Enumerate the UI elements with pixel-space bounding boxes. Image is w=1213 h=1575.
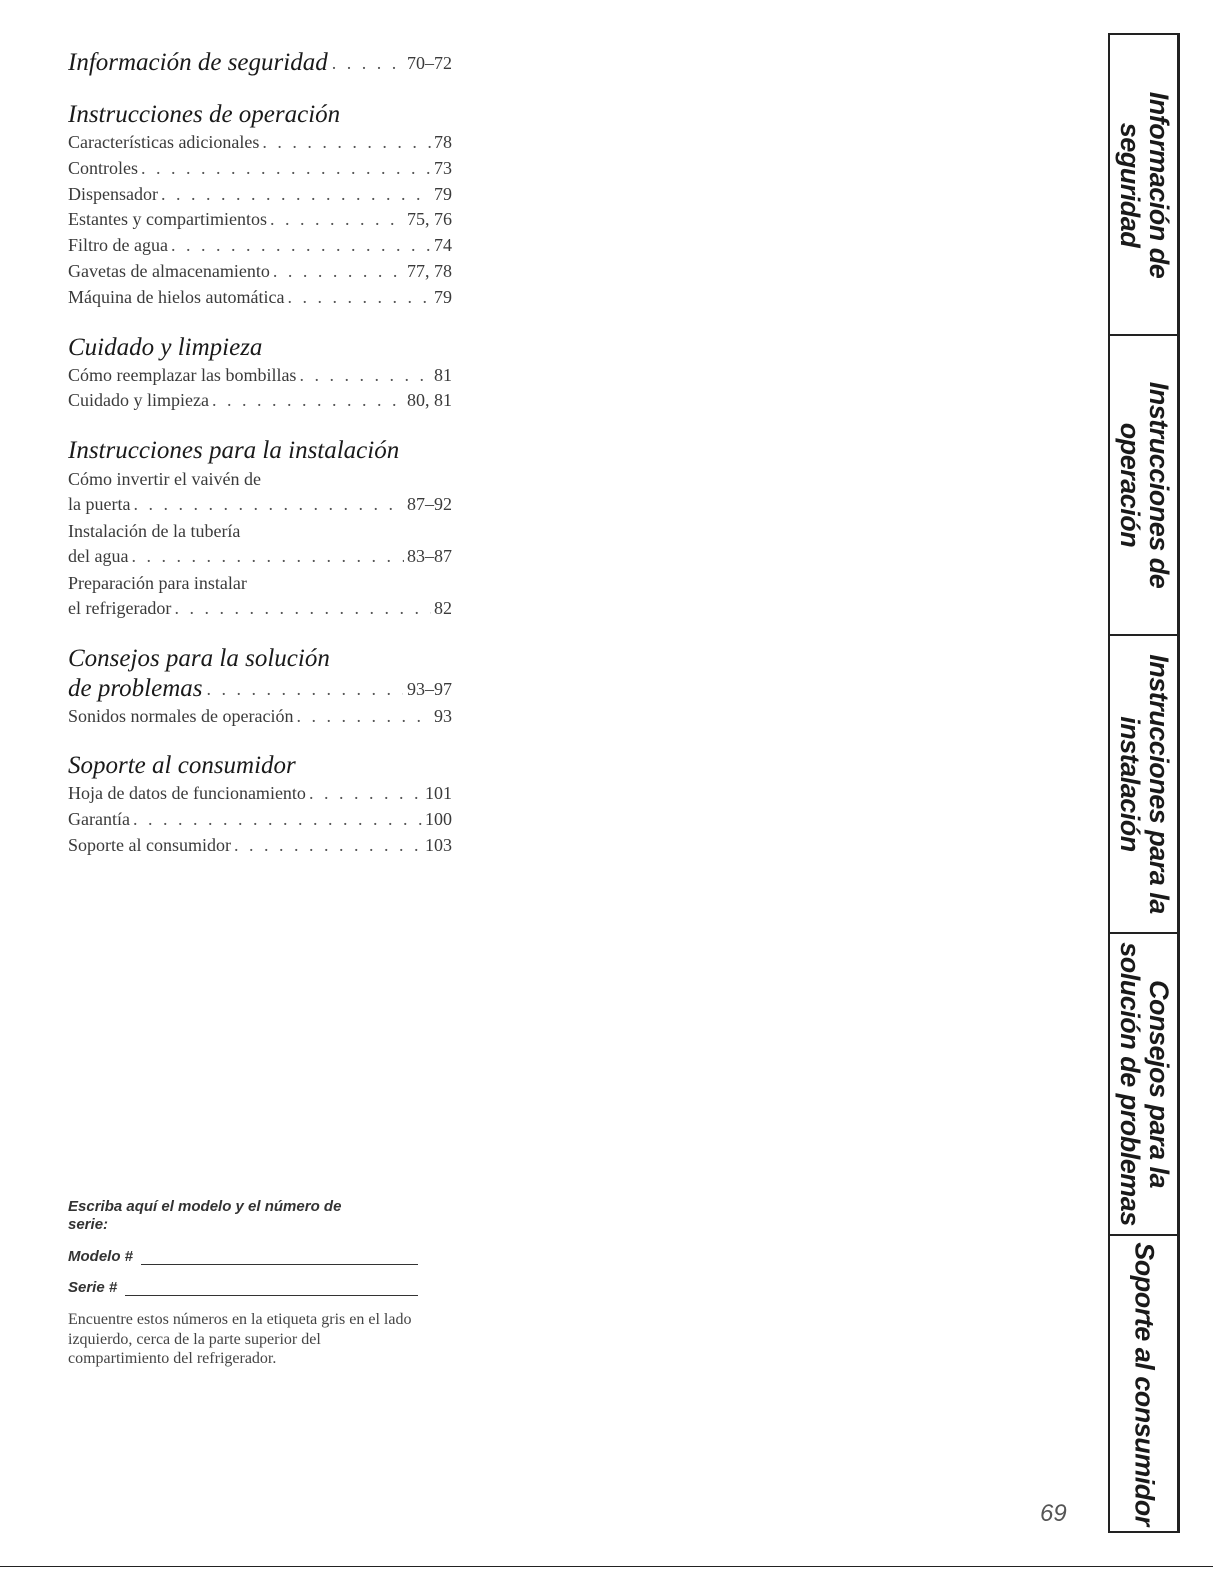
leader-dots — [206, 674, 403, 704]
toc-entry[interactable]: Cómo reemplazar las bombillas . . . 81 — [68, 363, 452, 389]
toc-entry[interactable]: Controles . . . 73 — [68, 156, 452, 182]
tab-installation[interactable]: Instrucciones para la instalación — [1108, 634, 1180, 932]
section-troubleshooting — [68, 644, 452, 730]
toc-entry[interactable]: Estantes y compartimientos . . . 75, 76 — [68, 207, 452, 233]
toc-entry[interactable]: Máquina de hielos automática . . . 79 — [68, 285, 452, 311]
tab-consumer-support[interactable]: Soporte al consumidor — [1108, 1234, 1180, 1533]
section-consumer-support — [68, 751, 452, 858]
model-box-note: Encuentre estos números en la etiqueta gris en el lado izquierdo, cerca de la parte superior del compartimiento del refrigerador. — [68, 1311, 412, 1367]
tab-operation[interactable]: Instrucciones de operación — [1108, 334, 1180, 634]
page-ref: 93–97 — [407, 678, 452, 699]
toc-entry[interactable]: Cómo invertir el vaivén de la puerta . . . 87–92 — [68, 466, 452, 518]
toc-entry[interactable]: Características adicionales . . . 78 — [68, 130, 452, 156]
toc-entry[interactable]: Hoja de datos de funcionamiento . . . 101 — [68, 781, 452, 807]
toc-entry[interactable]: Instalación de la tubería del agua . . . 83–87 — [68, 518, 452, 570]
section-title-care: Cuidado y limpieza — [68, 333, 263, 361]
tab-troubleshooting[interactable]: Consejos para la solución de problemas — [1108, 932, 1180, 1234]
section-title-safety[interactable]: Información de seguridad . . . 70–72 — [68, 48, 452, 78]
page-number: 69 — [1040, 1500, 1067, 1527]
page-ref: 70–72 — [407, 53, 452, 73]
section-title-troubleshooting: Consejos para la solución — [68, 644, 330, 672]
serial-underline — [125, 1281, 418, 1296]
serial-number-field[interactable]: Serie # — [68, 1279, 418, 1296]
section-tabs — [1108, 33, 1180, 1533]
toc-entry[interactable]: Garantía . . . 100 — [68, 807, 452, 833]
toc-entry[interactable]: Soporte al consumidor . . . 103 — [68, 833, 452, 859]
section-title-troubleshooting-cont[interactable]: de problemas . . . 93–97 — [68, 674, 452, 704]
table-of-contents — [68, 48, 452, 881]
toc-entry[interactable]: Preparación para instalar el refrigerador . . . 82 — [68, 570, 452, 622]
model-box-title: Escriba aquí el modelo y el número de serie: — [68, 1198, 342, 1233]
toc-entry[interactable]: Sonidos normales de operación . . . 93 — [68, 704, 452, 730]
tab-safety[interactable]: Información de seguridad — [1108, 33, 1180, 334]
section-safety — [68, 48, 452, 78]
bottom-rule — [0, 1566, 1213, 1567]
section-title-operation: Instrucciones de operación — [68, 101, 341, 128]
toc-entry[interactable]: Filtro de agua . . . 74 — [68, 233, 452, 259]
model-number-field[interactable]: Modelo # — [68, 1248, 418, 1265]
section-operation — [68, 100, 452, 311]
toc-entry[interactable]: Cuidado y limpieza . . . 80, 81 — [68, 388, 452, 414]
section-care — [68, 333, 452, 415]
model-underline — [141, 1250, 418, 1265]
leader-dots — [332, 48, 403, 78]
section-title-installation: Instrucciones para la instalación — [68, 437, 400, 465]
section-installation — [68, 436, 452, 621]
toc-entry[interactable]: Gavetas de almacenamiento . . . 77, 78 — [68, 259, 452, 285]
model-serial-box — [68, 1198, 418, 1369]
section-title-consumer-support: Soporte al consumidor — [68, 752, 296, 780]
toc-entry[interactable]: Dispensador . . . 79 — [68, 182, 452, 208]
